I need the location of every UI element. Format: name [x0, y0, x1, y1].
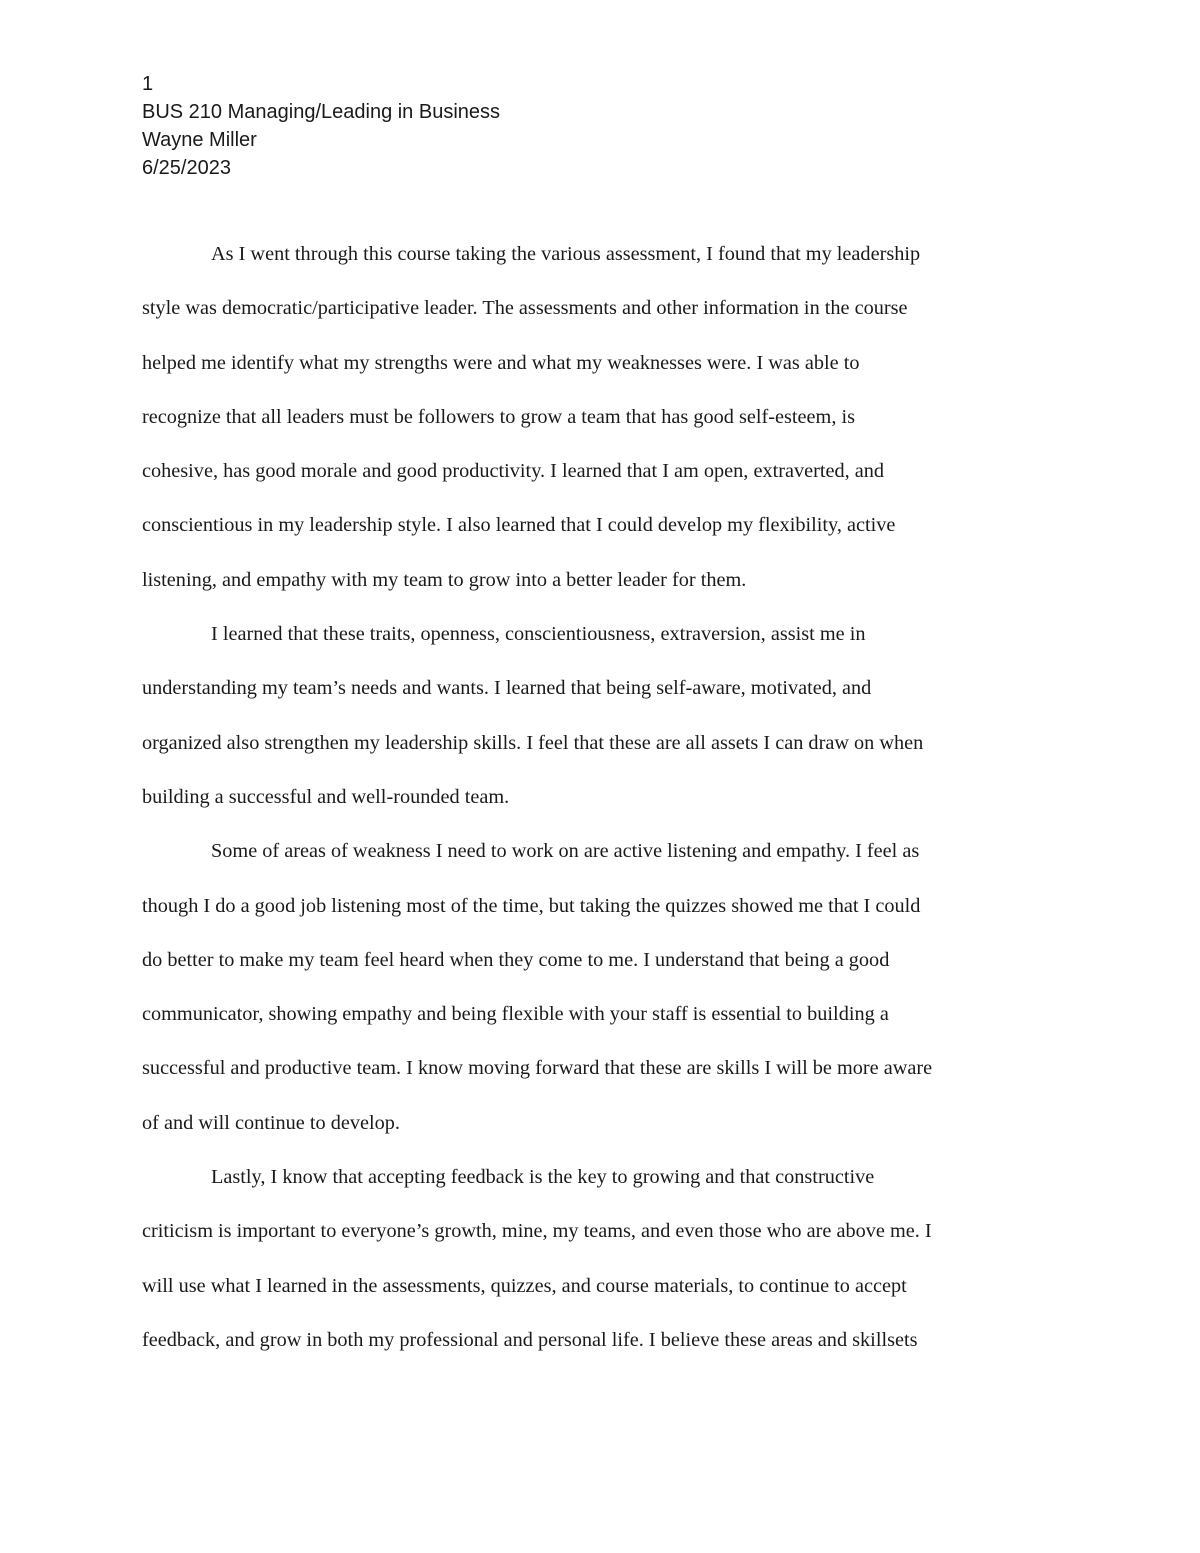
paragraph-3-line: though I do a good job listening most of the time, but taking the quizzes showed me that I could	[142, 894, 921, 917]
paragraph-4-line: will use what I learned in the assessments, quizzes, and course materials, to continue to accept	[142, 1274, 907, 1297]
paragraph-1-line: listening, and empathy with my team to grow into a better leader for them.	[142, 568, 747, 591]
paragraph-1-line: conscientious in my leadership style. I also learned that I could develop my flexibility, active	[142, 514, 896, 537]
paragraph-2-line: understanding my team’s needs and wants. I learned that being self-aware, motivated, and	[142, 677, 872, 700]
paragraph-3-line: of and will continue to develop.	[142, 1111, 400, 1134]
paragraph-1-line: recognize that all leaders must be followers to grow a team that has good self-esteem, is	[142, 405, 855, 428]
document-header	[142, 70, 500, 182]
paragraph-1-line: As I went through this course taking the various assessment, I found that my leadership	[211, 243, 921, 265]
paragraph-4-line: feedback, and grow in both my professional and personal life. I believe these areas and skillsets	[142, 1328, 918, 1351]
paragraph-3-line: do better to make my team feel heard when they come to me. I understand that being a good	[142, 948, 890, 971]
paragraph-4-line: Lastly, I know that accepting feedback is the key to growing and that constructive	[211, 1166, 875, 1189]
paragraph-4-line: criticism is important to everyone’s growth, mine, my teams, and even those who are above me. I	[142, 1220, 932, 1243]
paragraph-2-line: building a successful and well-rounded team.	[142, 785, 510, 808]
paragraph-3-line: successful and productive team. I know moving forward that these are skills I will be more aware	[142, 1057, 933, 1080]
paragraph-3-line: Some of areas of weakness I need to work on are active listening and empathy. I feel as	[211, 840, 920, 863]
paragraph-1-line: helped me identify what my strengths were and what my weaknesses were. I was able to	[142, 351, 860, 374]
document-date: 6/25/2023	[142, 157, 231, 179]
page-number: 1	[142, 73, 154, 95]
author-name: Wayne Miller	[142, 129, 257, 151]
paragraph-1-line: style was democratic/participative leader. The assessments and other information in the course	[142, 297, 908, 320]
paragraph-2-line: organized also strengthen my leadership skills. I feel that these are all assets I can draw on when	[142, 731, 924, 754]
paragraph-1-line: cohesive, has good morale and good productivity. I learned that I am open, extraverted, and	[142, 460, 885, 483]
essay-body	[142, 236, 1062, 1376]
course-title: BUS 210 Managing/Leading in Business	[142, 101, 501, 123]
paragraph-2-line: I learned that these traits, openness, conscientiousness, extraversion, assist me in	[211, 623, 866, 646]
paragraph-3-line: communicator, showing empathy and being flexible with your staff is essential to building a	[142, 1003, 889, 1026]
